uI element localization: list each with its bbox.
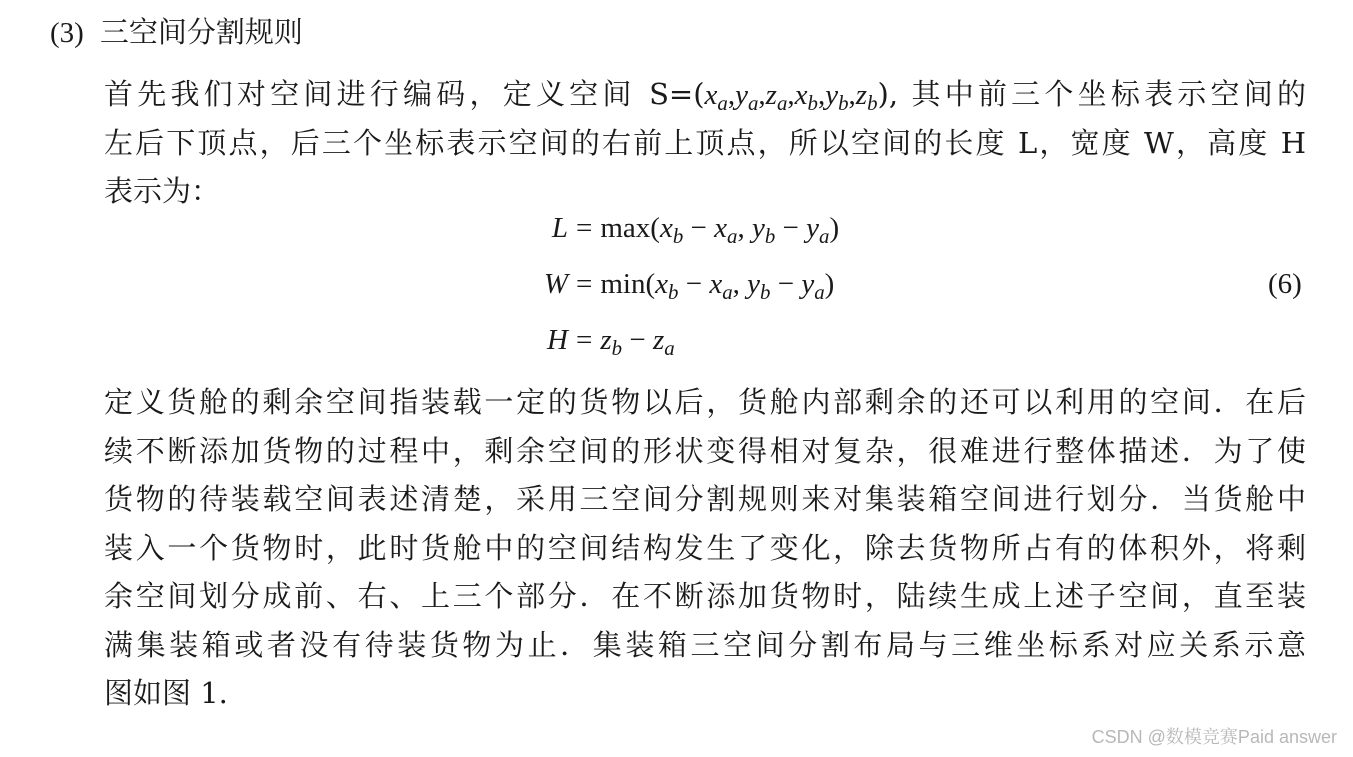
coord-base: z	[765, 79, 777, 111]
equation-number: (6)	[1268, 268, 1302, 300]
equation-args: ($x_b - x_a$, $y_b - y_a$)	[645, 268, 835, 304]
paragraph2-line: 满集装箱或者没有待装货物为止．集装箱三空间分割布局与三维坐标系对应关系示意	[104, 627, 1306, 662]
section-number: (3)	[50, 17, 84, 49]
paragraph2-line: 图如图 1.	[104, 676, 228, 710]
equation-lhs: W	[543, 268, 568, 300]
paragraph2-line: 定义货舱的剩余空间指装载一定的货物以后，货舱内部剩余的还可以利用的空间．在后	[104, 385, 1306, 419]
watermark: CSDN @数模竞赛Paid answer	[1091, 727, 1337, 747]
equation-width: $W = \min(x_b - x_a$, $y_b - y_a$)	[520, 262, 834, 306]
equation-args: ($x_b - x_a$, $y_b - y_a$)	[650, 212, 840, 248]
section-heading	[50, 10, 303, 55]
coord-base: y	[735, 79, 748, 111]
paragraph-three-space-division	[104, 378, 1306, 718]
paragraph1-line3: 表示为：	[104, 174, 221, 208]
coord-base: x	[794, 79, 808, 111]
equation-lhs: L	[551, 212, 568, 244]
coord-sub: b	[807, 90, 818, 115]
section-title: 三空间分割规则	[99, 15, 303, 49]
coord-base: y	[825, 79, 839, 111]
coord-sub: a	[776, 90, 788, 115]
coord-sub: b	[838, 90, 849, 115]
paragraph2-line: 续不断添加货物的过程中，剩余空间的形状变得相对复杂，很难进行整体描述．为了使	[104, 433, 1306, 468]
equation-length: $L = \max(x_b - x_a$, $y_b - y_a$)	[520, 206, 839, 250]
paragraph1-line2: 左后下顶点，后三个坐标表示空间的右前上顶点，所以空间的长度 L，宽度 W，高度 H	[104, 125, 1306, 160]
coordinate-tuple: $x_a,y_a,z_a,x_b,y_b,z_b$	[704, 79, 878, 115]
equation-height: $H = z_b - z_a$	[520, 318, 675, 362]
equation-function: max	[600, 212, 651, 244]
coord-base: z	[855, 79, 868, 111]
equation-lhs: H	[547, 324, 568, 356]
paragraph2-line: 装入一个货物时，此时货舱中的空间结构发生了变化，除去货物所占有的体积外，将剩	[104, 530, 1306, 565]
paragraph2-line: 货物的待装载空间表述清楚，采用三空间分割规则来对集装箱空间进行划分．当货舱中	[104, 482, 1306, 516]
coord-sub: a	[717, 90, 728, 115]
equation-function: min	[600, 268, 646, 300]
paragraph-space-encoding	[104, 70, 1306, 216]
equation-args: $z_b - z_a$	[600, 324, 675, 360]
coord-sub: a	[747, 90, 759, 115]
line1-text-after: ), 其中前三个坐标表示空间的	[877, 77, 1306, 111]
line1-text-before: 首先我们对空间进行编码，定义空间 S=(	[104, 77, 705, 111]
paragraph1-line1	[104, 70, 1306, 119]
coord-base: x	[704, 79, 718, 111]
coord-sub: b	[867, 90, 878, 115]
paragraph2-line: 余空间划分成前、右、上三个部分．在不断添加货物时，陆续生成上述子空间，直至装	[104, 579, 1306, 613]
